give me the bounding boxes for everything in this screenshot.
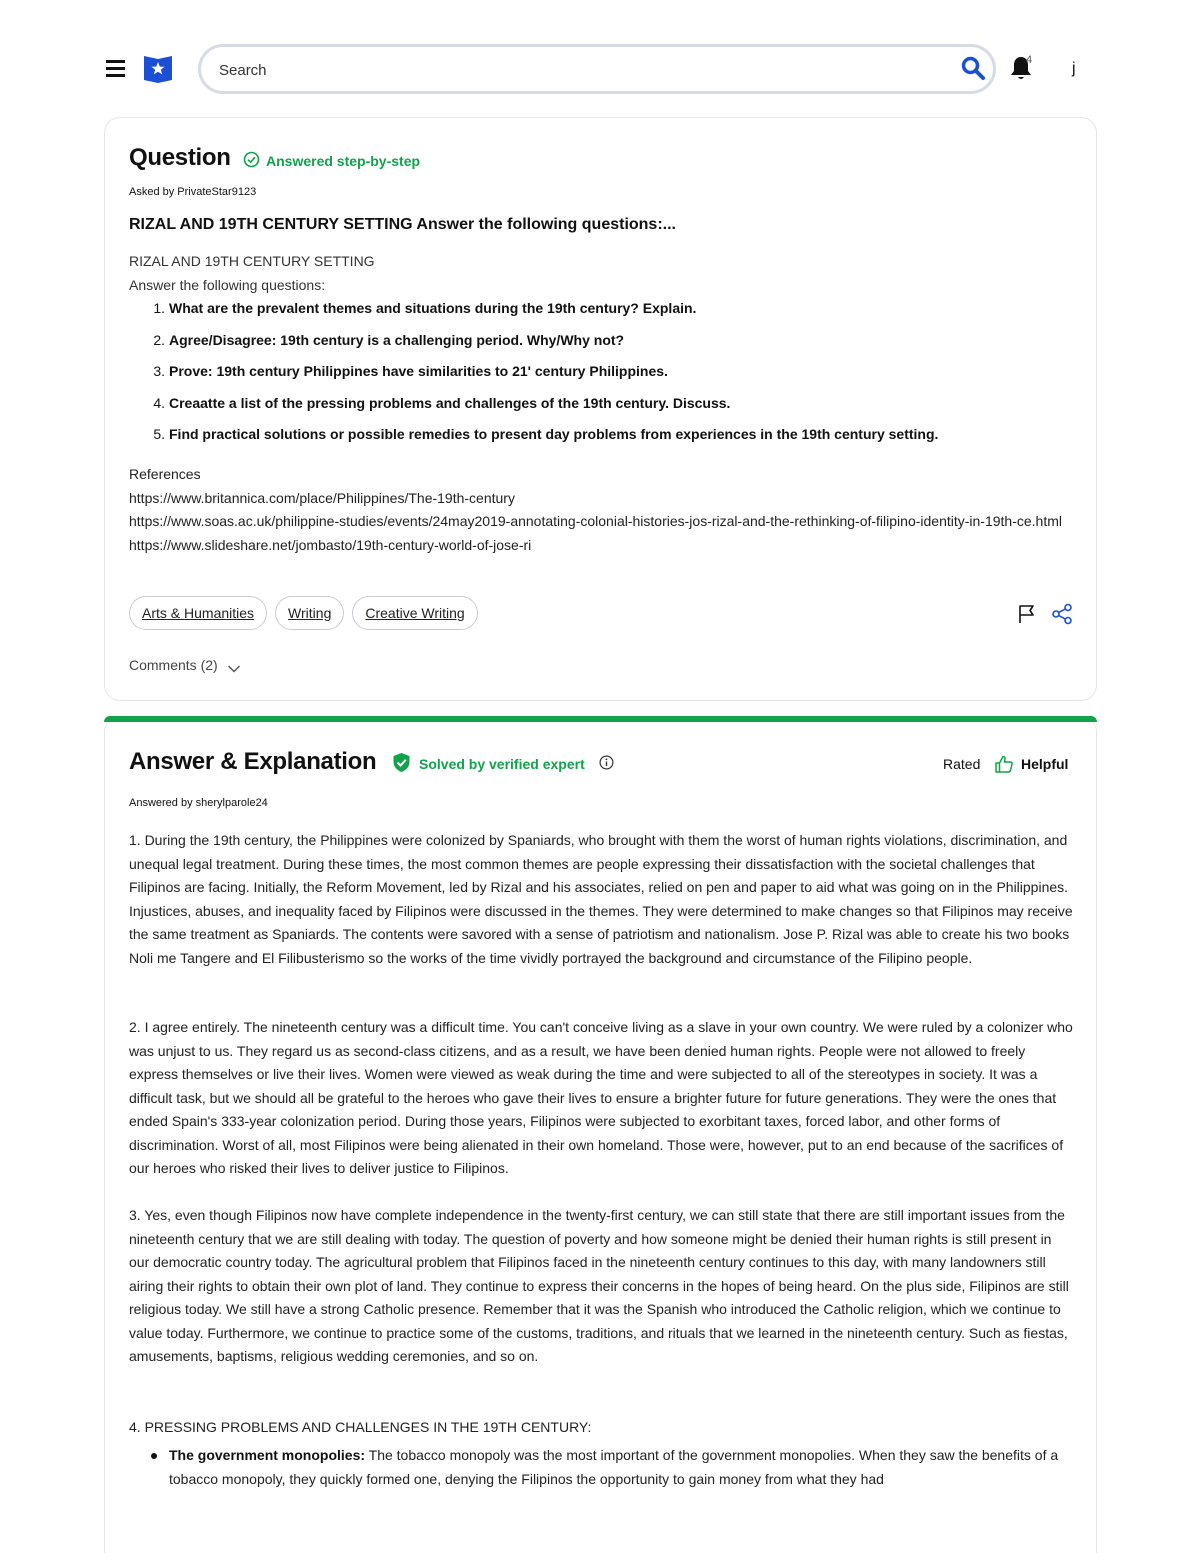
- tag-creative-writing[interactable]: Creative Writing: [352, 596, 477, 630]
- comments-toggle[interactable]: Comments (2): [129, 657, 218, 673]
- rated-label: Rated: [943, 756, 981, 772]
- info-icon[interactable]: [599, 755, 614, 770]
- list-item: 5. Find practical solutions or possible remedies to present day problems from experiences in the 19th century setting.: [153, 426, 939, 442]
- answer-card: [104, 716, 1097, 1553]
- references-label: References: [129, 466, 201, 482]
- search-bar: [198, 44, 996, 94]
- question-body-line: Answer the following questions:: [129, 277, 326, 293]
- reference-link[interactable]: https://www.britannica.com/place/Philippines/The-19th-century: [129, 489, 515, 506]
- answer-bullet-list: [129, 1444, 1074, 1491]
- question-body-line: RIZAL AND 19TH CENTURY SETTING: [129, 253, 375, 269]
- logo-icon[interactable]: [142, 52, 174, 84]
- list-item: 1. What are the prevalent themes and situations during the 19th century? Explain.: [153, 300, 697, 316]
- notification-count: 4: [1026, 54, 1033, 66]
- flag-icon[interactable]: [1017, 604, 1037, 624]
- question-list: [129, 296, 1049, 454]
- share-icon[interactable]: [1051, 603, 1073, 625]
- helpful-label: Helpful: [1021, 756, 1069, 772]
- chevron-down-icon[interactable]: [227, 661, 241, 671]
- check-circle-icon: [243, 151, 260, 168]
- user-avatar[interactable]: j: [1072, 60, 1076, 77]
- solved-status: Solved by verified expert: [419, 756, 585, 772]
- answer-paragraph-4: 4. PRESSING PROBLEMS AND CHALLENGES IN THE 19TH CENTURY:: [129, 1419, 592, 1435]
- list-item: 3. Prove: 19th century Philippines have similarities to 21' century Philippines.: [153, 363, 668, 379]
- tag-arts-humanities[interactable]: Arts & Humanities: [129, 596, 267, 630]
- answer-paragraph-3: 3. Yes, even though Filipinos now have complete independence in the twenty-first century, we can still state that there are still important issues from the nineteenth century that we are still dealing with today. The question of poverty and how someone might be denied their human rights is still present in our democratic country today. The agricultural problem that Filipinos faced in the nineteenth century continues to this day, with many landowners still airing their rights to obtain their own plot of land. They continue to express their concerns in the hopes of being heard. On the plus side, Filipinos are still religious today. We still have a strong Catholic presence. Remember that it was the Spanish who introduced the Catholic religion, which we continue to value today. Furthermore, we continue to practice some of the customs, traditions, and rituals that we learned in the nineteenth century. Such as fiestas, amusements, baptisms, religious wedding ceremonies, and so on.: [129, 1207, 1069, 1364]
- list-item: 4. Creaatte a list of the pressing problems and challenges of the 19th century. Discuss.: [153, 394, 731, 411]
- question-heading: RIZAL AND 19TH CENTURY SETTING Answer the following questions:...: [129, 216, 676, 233]
- asked-by: Asked by PrivateStar9123: [129, 186, 257, 198]
- list-item: The government monopolies: The tobacco monopoly was the most important of the government monopolies. When they saw the benefits of a tobacco monopoly, they quickly formed one, denying the Filipinos the opportunity to gain money from what they had: [129, 1444, 1074, 1491]
- answered-by: Answered by sherylparole24: [129, 797, 268, 809]
- search-icon[interactable]: [960, 55, 986, 81]
- search-input[interactable]: [219, 58, 919, 82]
- thumbs-up-icon: [994, 754, 1014, 774]
- reference-link[interactable]: https://www.soas.ac.uk/philippine-studies/events/24may2019-annotating-colonial-histories-jos-rizal-and-the-rethinking-of-filipino-identity-in-19th-ce.html: [129, 513, 1063, 529]
- menu-icon[interactable]: [106, 60, 125, 77]
- question-title: Question: [129, 144, 231, 171]
- answer-paragraph-2: 2. I agree entirely. The nineteenth century was a difficult time. You can't conceive living as a slave in your own country. We were ruled by a colonizer who was unjust to us. They regard us as second-class citizens, and as a result, we have been denied human rights. People were not allowed to freely express themselves or live their lives. Women were viewed as weak during the time and were subjected to all of the stereotypes in society. It was a difficult task, but we should all be grateful to the heroes who gave their lives to ensure a brighter future for future generations. They were the ones that ended Spain's 333-year colonization period. During those years, Filipinos were subjected to exorbitant taxes, forced labor, and other forms of discrimination. Worst of all, most Filipinos were being alienated in their own homeland. Those were, however, put to an end because of the sacrifices of our heroes who risked their lives to deliver justice to Filipinos.: [129, 1019, 1073, 1176]
- answer-title: Answer & Explanation: [129, 748, 377, 775]
- answer-paragraph-1: 1. During the 19th century, the Philippines were colonized by Spaniards, who brought with them the worst of human rights violations, discrimination, and unequal legal treatment. During these times, the most common themes are people expressing their dissatisfaction with the societal challenges that Filipinos are facing. Initially, the Reform Movement, led by Rizal and his associates, relied on pen and paper to aid what was going on in the Philippines. Injustices, abuses, and inequality faced by Filipinos were discussed in the themes. They were determined to make changes so that Filipinos may receive the same treatment as Spaniards. The contents were savored with a sense of patriotism and nationalism. Jose P. Rizal was able to create his two books Noli me Tangere and El Filibusterismo so the works of the time vividly portrayed the background and circumstance of the Filipino people.: [129, 832, 1073, 966]
- verified-badge-icon: [392, 752, 411, 773]
- tag-list: [129, 596, 478, 630]
- reference-link[interactable]: https://www.slideshare.net/jombasto/19th-century-world-of-jose-ri: [129, 536, 532, 553]
- answered-status: Answered step-by-step: [266, 153, 421, 169]
- references: [129, 463, 1079, 557]
- question-body: [129, 249, 375, 297]
- question-card: [104, 117, 1097, 701]
- list-item: 2. Agree/Disagree: 19th century is a challenging period. Why/Why not?: [153, 331, 625, 348]
- answer-accent-bar: [104, 716, 1097, 722]
- tag-writing[interactable]: Writing: [275, 596, 344, 630]
